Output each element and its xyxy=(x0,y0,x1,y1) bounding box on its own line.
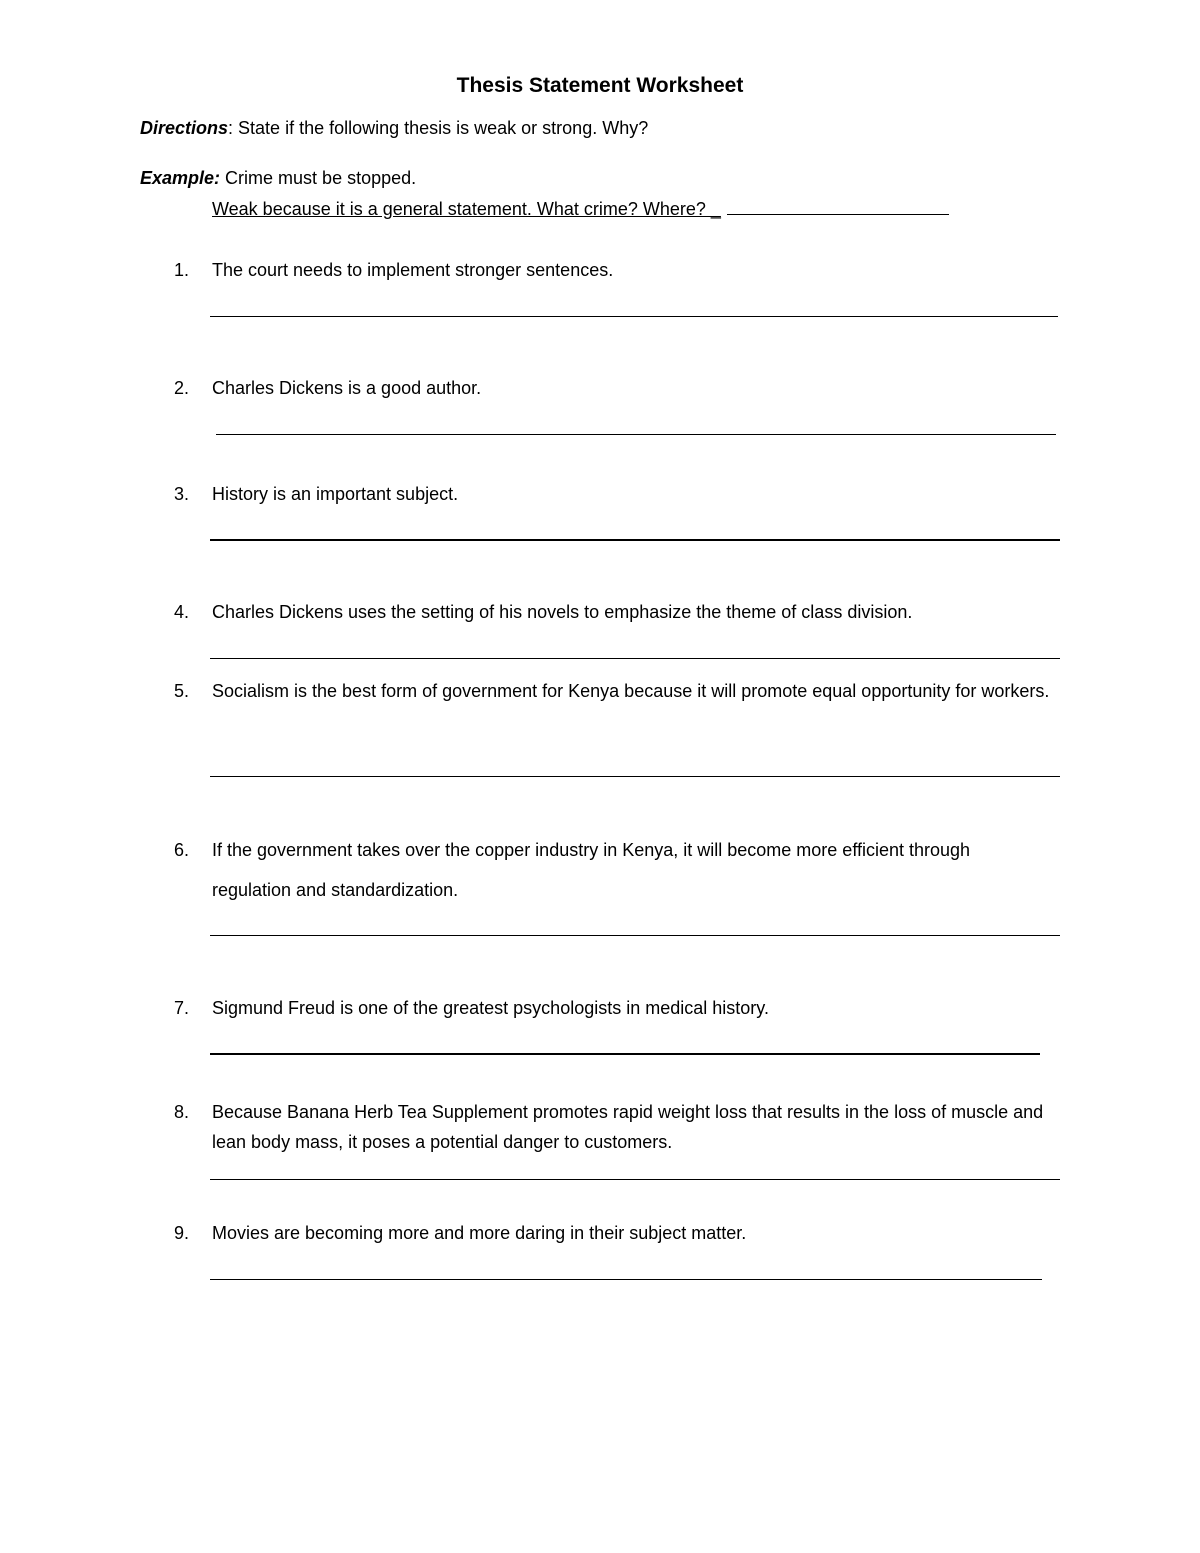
question-number: 7. xyxy=(174,998,190,1018)
question-text: Charles Dickens uses the setting of his novels to emphasize the theme of class division. xyxy=(212,602,913,622)
question-text: Socialism is the best form of government for Kenya because it will promote equal opportunity for workers. xyxy=(212,681,1050,701)
directions xyxy=(140,116,648,140)
question-number: 4. xyxy=(174,602,190,622)
example xyxy=(140,166,416,190)
question-text: History is an important subject. xyxy=(212,484,459,504)
question-text: The court needs to implement stronger sentences. xyxy=(212,260,614,280)
answer-line[interactable] xyxy=(210,1053,1040,1055)
example-text: Crime must be stopped. xyxy=(220,168,417,188)
question-number: 1. xyxy=(174,260,190,280)
example-label: Example: xyxy=(140,168,221,188)
question-number: 5. xyxy=(174,681,190,701)
question-number: 9. xyxy=(174,1223,190,1243)
directions-text: : State if the following thesis is weak or strong. Why? xyxy=(228,118,649,138)
question-text: Movies are becoming more and more daring in their subject matter. xyxy=(212,1223,747,1243)
answer-line[interactable] xyxy=(210,935,1060,936)
answer-line[interactable] xyxy=(210,776,1060,777)
question-number: 6. xyxy=(174,840,190,860)
answer-line[interactable] xyxy=(216,434,1056,435)
answer-line[interactable] xyxy=(210,1179,1060,1180)
question-number: 3. xyxy=(174,484,190,504)
directions-label: Directions xyxy=(140,118,229,138)
question-text: Because Banana Herb Tea Supplement promotes rapid weight loss that results in the loss of muscle and lean body mass, it poses a potential danger to customers. xyxy=(212,1102,1044,1152)
answer-line[interactable] xyxy=(210,658,1060,659)
example-answer xyxy=(212,196,949,221)
answer-line[interactable] xyxy=(210,1279,1042,1280)
question-text: Sigmund Freud is one of the greatest psychologists in medical history. xyxy=(212,998,769,1018)
question-text: Charles Dickens is a good author. xyxy=(212,378,482,398)
example-answer-blank xyxy=(727,196,949,215)
page-title: Thesis Statement Worksheet xyxy=(456,74,744,97)
question-number: 2. xyxy=(174,378,190,398)
example-answer-text: Weak because it is a general statement. What crime? Where? _ xyxy=(212,199,721,219)
answer-line[interactable] xyxy=(210,316,1058,317)
question-text: If the government takes over the copper industry in Kenya, it will become more efficient through regulation and standardization. xyxy=(212,840,971,900)
answer-line[interactable] xyxy=(210,539,1060,541)
question-number: 8. xyxy=(174,1102,190,1122)
